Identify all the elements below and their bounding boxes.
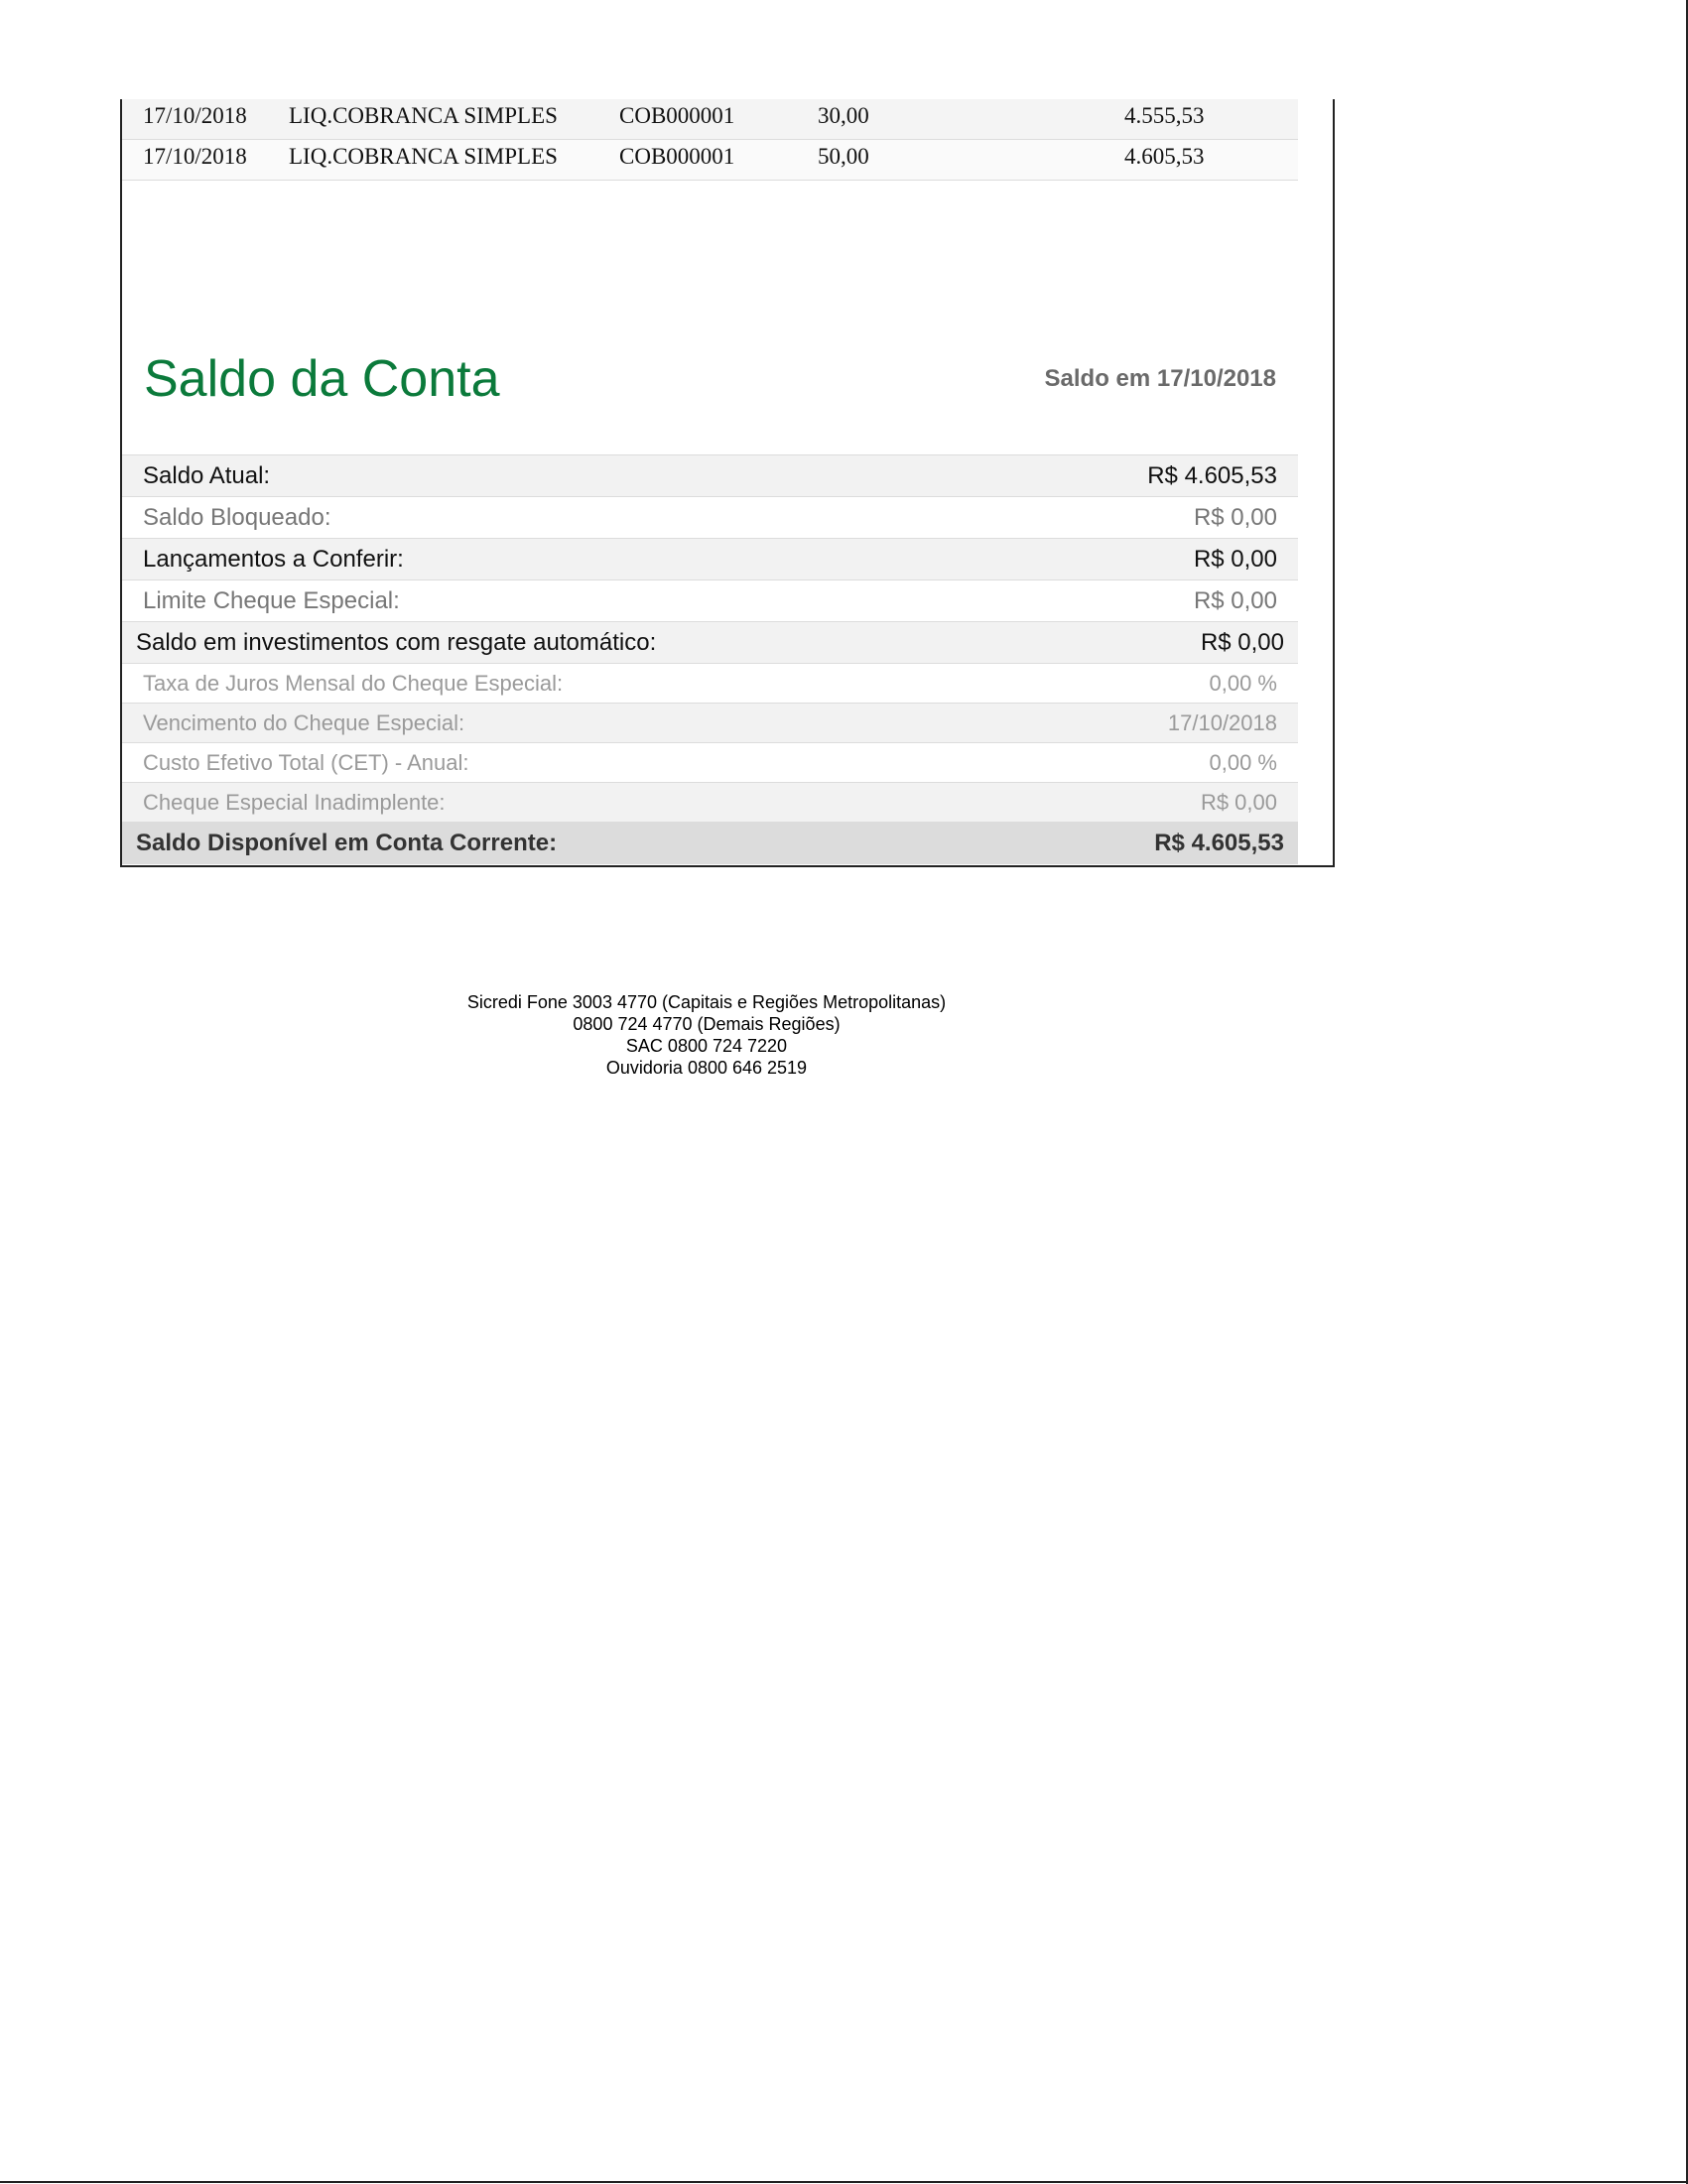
balance-value: 17/10/2018: [1167, 710, 1277, 735]
table-row: [122, 140, 1298, 181]
balance-value: 0,00 %: [1209, 671, 1277, 696]
transaction-balance: 4.605,53: [1124, 144, 1205, 169]
balance-row-vencimento: [122, 704, 1298, 743]
balance-label: Saldo em investimentos com resgate automático:: [136, 629, 657, 656]
transaction-date: 17/10/2018: [143, 103, 247, 128]
transaction-value: 50,00: [818, 144, 869, 169]
balance-label: Lançamentos a Conferir:: [143, 546, 404, 573]
balance-label: Taxa de Juros Mensal do Cheque Especial:: [143, 671, 564, 696]
contact-sac: SAC 0800 724 7220: [625, 1036, 788, 1056]
contact-phone-other: 0800 724 4770 (Demais Regiões): [573, 1014, 841, 1034]
table-row: [122, 99, 1298, 140]
balance-label: Custo Efetivo Total (CET) - Anual:: [143, 750, 469, 775]
balance-value: R$ 0,00: [1193, 587, 1277, 614]
balance-row-cet: [122, 743, 1298, 783]
transaction-description: LIQ.COBRANCA SIMPLES: [289, 103, 558, 128]
total-value: R$ 4.605,53: [1154, 830, 1284, 856]
balance-date: Saldo em 17/10/2018: [1044, 365, 1276, 392]
transaction-date: 17/10/2018: [143, 144, 247, 169]
balance-label: Cheque Especial Inadimplente:: [143, 790, 446, 815]
balance-value: R$ 0,00: [1200, 629, 1284, 656]
balance-row-limite: [122, 580, 1298, 622]
balance-label: Saldo Atual:: [143, 462, 271, 489]
balance-value: 0,00 %: [1209, 750, 1277, 775]
balance-value: R$ 0,00: [1193, 504, 1277, 531]
balance-row-saldo-atual: [122, 455, 1298, 497]
transactions-table: [122, 99, 1298, 181]
balance-value: R$ 0,00: [1200, 790, 1277, 815]
transaction-balance: 4.555,53: [1124, 103, 1205, 128]
balance-table: [122, 454, 1298, 864]
balance-label: Vencimento do Cheque Especial:: [143, 710, 465, 735]
contact-info: [310, 991, 1104, 1079]
balance-row-taxa-juros: [122, 664, 1298, 704]
frame-line-bottom: [120, 865, 1335, 867]
balance-label: Limite Cheque Especial:: [143, 587, 400, 614]
page-edge-bottom: [0, 2181, 1688, 2183]
contact-ombudsman: Ouvidoria 0800 646 2519: [605, 1058, 808, 1078]
balance-value: R$ 4.605,53: [1147, 462, 1277, 489]
balance-value: R$ 0,00: [1193, 546, 1277, 573]
transaction-description: LIQ.COBRANCA SIMPLES: [289, 144, 558, 169]
transaction-value: 30,00: [818, 103, 869, 128]
frame-line-right: [1333, 99, 1335, 867]
balance-row-total: [122, 823, 1298, 864]
section-title: Saldo da Conta: [144, 350, 500, 408]
balance-row-investimentos: [122, 622, 1298, 664]
transaction-document: COB000001: [619, 144, 735, 169]
total-label: Saldo Disponível em Conta Corrente:: [136, 830, 558, 856]
balance-row-lancamentos: [122, 539, 1298, 580]
balance-row-saldo-bloqueado: [122, 497, 1298, 539]
balance-row-inadimplente: [122, 783, 1298, 823]
transaction-document: COB000001: [619, 103, 735, 128]
contact-phone: Sicredi Fone 3003 4770 (Capitais e Regiões Metropolitanas): [466, 992, 947, 1012]
balance-label: Saldo Bloqueado:: [143, 504, 331, 531]
